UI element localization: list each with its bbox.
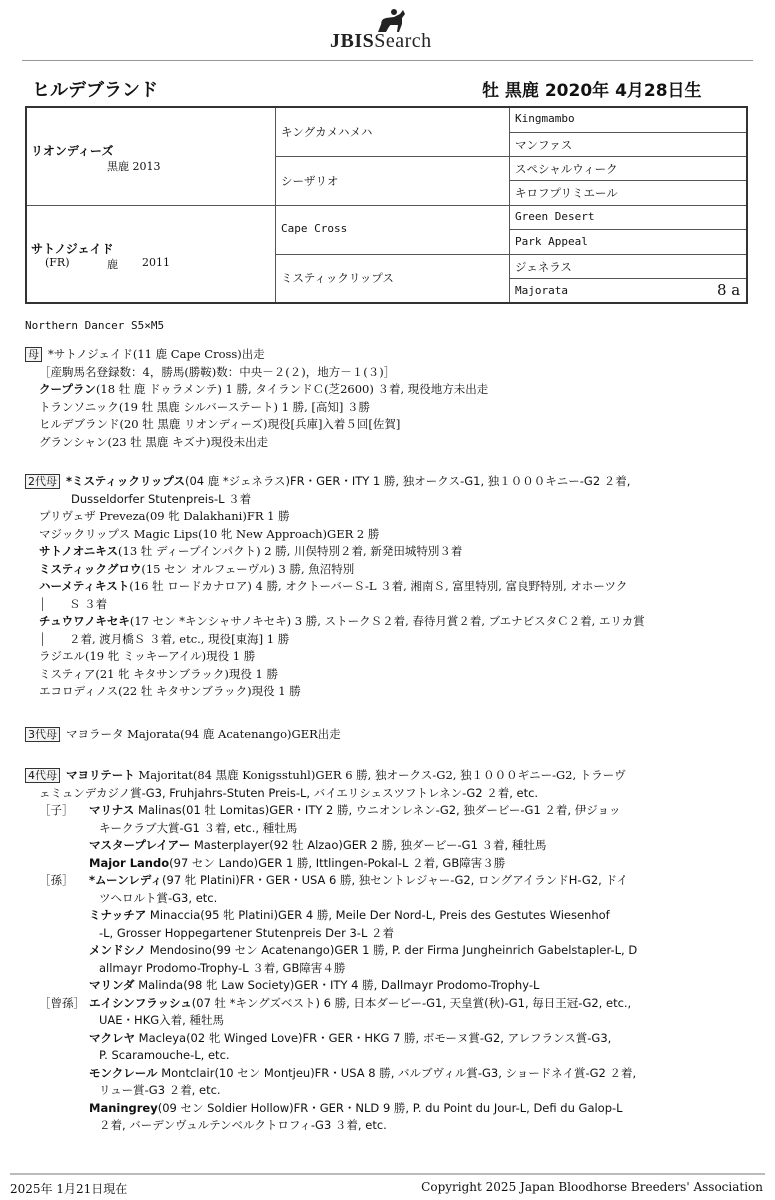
progeny-detail: (13 牡 ディープインパクト) 2 勝, 川俣特別２着, 新発田城特別３着 (118, 544, 463, 558)
footer-rule (10, 1173, 765, 1175)
sire-dam[interactable]: シーザリオ (281, 174, 339, 188)
section-tag: 4代母 (25, 768, 60, 783)
logo-sub: Search (374, 30, 432, 52)
gen3-5[interactable]: Green Desert (515, 210, 595, 223)
progeny-name[interactable]: チュウワノキセキ (39, 614, 130, 628)
gen3-3[interactable]: スペシャルウィーク (515, 162, 618, 176)
dam-origin: (FR) (45, 256, 70, 269)
progeny-name[interactable]: エコロディノス (39, 684, 119, 698)
section-tag: 母 (25, 347, 42, 362)
descendant-detail-cont: キークラブ大賞-G1 ３着, etc., 種牡馬 (99, 820, 298, 835)
descendant-detail: Minaccia(95 牝 Platini)GER 4 勝, Meile Der Nord-L, Preis des Gestutes Wiesenhof (146, 908, 610, 922)
progeny-name[interactable]: トランソニック (39, 399, 119, 414)
continuation-bar (39, 596, 53, 614)
descendant-name[interactable]: マクレヤ (89, 1030, 135, 1045)
group-label-grandchildren: ［孫］ (39, 873, 74, 887)
progeny-name[interactable]: マジックリップス Magic Lips (39, 526, 199, 541)
progeny-detail: (16 牡 ロードカナロア) 4 勝, オクトーバーＳ-L ３着, 湘南Ｓ, 富里特別, 富良野特別, オホーツク (129, 579, 628, 593)
descendant-detail-cont: UAE・HKG入着, 種牡馬 (99, 1013, 224, 1027)
descendant-detail: (07 牡 *キングズベスト) 6 勝, 日本ダービー-G1, 天皇賞(秋)-G1, 毎日王冠-G2, etc., (191, 995, 632, 1010)
descendant-detail-cont: -L, Grosser Hoppegartener Stutenpreis Der 3-L ２着 (99, 925, 395, 940)
continuation-bar (39, 631, 53, 649)
second-dam-section (25, 473, 645, 701)
second-dam-detail-cont: Dusseldorfer Stutenpreis-L ３着 (71, 491, 252, 506)
descendant-name[interactable]: エイシンフラッシュ (89, 995, 192, 1010)
dam-dam[interactable]: ミスティックリップス (281, 271, 394, 285)
dam-sire[interactable]: Cape Cross (281, 222, 348, 235)
footer-date: 2025年 1月21日現在 (10, 1182, 128, 1196)
fourth-dam-detail: Majoritat(84 黒鹿 Konigsstuhl)GER 6 勝, 独オークス-G2, 独１０００ギニー-G2, トラーヴ (134, 768, 626, 782)
descendant-detail: Masterplayer(92 牡 Alzao)GER 2 勝, 独ダービー-G1 ３着, 種牡馬 (190, 838, 547, 852)
descendant-name[interactable]: Major Lando (89, 855, 170, 870)
descendant-detail: Malinda(98 牝 Law Society)GER・ITY 4 勝, Dallmayr Prodomo-Trophy-L (134, 978, 540, 992)
gen3-7[interactable]: ジェネラス (515, 260, 572, 274)
pedigree-table (25, 106, 748, 304)
progeny-name[interactable]: ミスティックグロウ (39, 561, 142, 576)
family-number: 8 a (717, 281, 741, 299)
descendant-detail: (97 セン Lando)GER 1 勝, Ittlingen-Pokal-L ２着, GB障害３勝 (169, 855, 506, 870)
second-dam-name[interactable]: *ミスティックリップス (66, 474, 185, 488)
descendant-detail: Macleya(02 牝 Winged Love)FR・GER・HKG 7 勝, ボモーヌ賞-G2, アレフランス賞-G3, (135, 1030, 612, 1045)
third-dam-section (25, 726, 341, 744)
header-rule (22, 60, 753, 61)
progeny-detail: (22 牡 キタサンブラック)現役 1 勝 (118, 684, 301, 698)
fourth-dam-detail-cont: ェミュンデカジノ賞-G3, Fruhjahrs-Stuten Preis-L, バイエリシェスツフトレネン-G2 ２着, etc. (39, 785, 539, 800)
progeny-detail: (18 牡 鹿 ドゥラメンテ) 1 勝, タイランドＣ(芝2600) ３着, 現役地方未出走 (95, 382, 489, 396)
progeny-detail: (17 セン *キンシャサノキセキ) 3 勝, ストークＳ２着, 春待月賞２着, ブエナビスタＣ２着, エリカ賞 (129, 614, 645, 628)
descendant-name[interactable]: マスタープレイアー (89, 838, 191, 852)
descendant-name[interactable]: メンドシノ (89, 943, 147, 957)
descendant-name[interactable]: モンクレール (89, 1065, 158, 1080)
descendant-name[interactable]: ミナッチア (89, 908, 147, 922)
footer-copyright: Copyright 2025 Japan Bloodhorse Breeders' Association (421, 1180, 763, 1194)
sire-detail: 黒鹿 2013 (107, 160, 161, 173)
progeny-detail: (19 牝 ミッキーアイル)現役 1 勝 (85, 649, 256, 663)
progeny-detail: (09 牝 Dalakhani)FR 1 勝 (145, 509, 290, 523)
progeny-detail: (15 セン オルフェーヴル) 3 勝, 魚沼特別 (141, 561, 355, 576)
sire-sire[interactable]: キングカメハメハ (281, 125, 373, 139)
progeny-detail-cont: Ｓ ３着 (69, 596, 108, 611)
descendant-name[interactable]: Maningrey (89, 1100, 158, 1115)
dam-stats: ［産駒馬名登録数：4，勝馬(勝鞍)数：中央－２(２)，地方－１(３)］ (39, 364, 396, 379)
inbreeding-note: Northern Dancer S5×M5 (25, 319, 165, 332)
progeny-name[interactable]: プリヴェザ Preveza (39, 509, 146, 523)
progeny-name[interactable]: クープラン (39, 382, 96, 396)
progeny-name[interactable]: ハーメティキスト (39, 579, 130, 593)
dam-color: 鹿 (107, 258, 118, 271)
fourth-dam-name[interactable]: マヨリテート (66, 768, 135, 782)
descendant-detail: Malinas(01 牡 Lomitas)GER・ITY 2 勝, ウニオンレネン-G2, 独ダービー-G1 ２着, 伊ジョッ (134, 803, 621, 817)
progeny-name[interactable]: ヒルデブランド (39, 417, 120, 431)
gen3-1[interactable]: Kingmambo (515, 112, 575, 125)
gen3-2[interactable]: マンファス (515, 138, 573, 152)
progeny-name[interactable]: グランシャン (39, 434, 108, 449)
progeny-detail: (23 牡 黒鹿 キズナ)現役未出走 (107, 434, 269, 449)
group-label-children: ［子］ (39, 803, 74, 817)
sire-name[interactable]: リオンディーズ (31, 144, 114, 158)
progeny-name[interactable]: ラジエル (39, 649, 85, 663)
descendant-detail: Montclair(10 セン Montjeu)FR・USA 8 勝, バルブヴィル賞-G3, ショードネイ賞-G2 ２着, (157, 1065, 637, 1080)
progeny-name[interactable]: サトノオニキス (39, 544, 119, 558)
progeny-detail: (20 牡 黒鹿 リオンディーズ)現役[兵庫]入着５回[佐賀] (119, 417, 401, 431)
logo-main: JBIS (330, 30, 375, 52)
horse-name: ヒルデブランド (32, 80, 158, 101)
group-label-great-grandchildren: ［曾孫］ (39, 995, 85, 1010)
progeny-detail-cont: ２着, 渡月橋Ｓ ３着, etc., 現役[東海] 1 勝 (69, 631, 290, 646)
section-tag: 3代母 (25, 727, 60, 742)
descendant-detail: Mendosino(99 セン Acatenango)GER 1 勝, P. der Firma Jungheinrich Gabelstapler-L, D (146, 943, 638, 957)
dam-name[interactable]: サトノジェイド (31, 242, 114, 256)
jbis-logo[interactable] (330, 8, 470, 52)
descendant-name[interactable]: マリナス (89, 803, 135, 817)
descendant-name[interactable]: *ムーンレディ (89, 873, 163, 887)
dam-line: *サトノジェイド(11 鹿 Cape Cross)出走 (48, 347, 265, 361)
descendant-detail-cont: allmayr Prodomo-Trophy-L ３着, GB障害４勝 (99, 960, 346, 975)
gen3-4[interactable]: キロフプリミエール (515, 186, 618, 200)
descendant-detail-cont: ２着, バーデンヴュルテンベルクトロフィ-G3 ３着, etc. (99, 1118, 387, 1132)
dam-year: 2011 (142, 256, 170, 269)
section-tag: 2代母 (25, 474, 60, 489)
descendant-detail: (09 セン Soldier Hollow)FR・GER・NLD 9 勝, P. du Point du Jour-L, Defi du Galop-L (157, 1100, 623, 1115)
descendant-detail: (97 牝 Platini)FR・GER・USA 6 勝, 独セントレジャー-G2, ロングアイランドH-G2, ドイ (162, 873, 628, 887)
fourth-dam-section (25, 767, 637, 1135)
descendant-detail-cont: リュー賞-G3 ２着, etc. (99, 1083, 221, 1097)
descendant-name[interactable]: マリンダ (89, 978, 135, 992)
progeny-detail: (19 牡 黒鹿 シルバーステート) 1 勝, [高知] ３勝 (118, 399, 371, 414)
horse-info: 牡 黒鹿 2020年 4月28日生 (482, 81, 702, 101)
gen3-8[interactable]: Majorata (515, 284, 568, 297)
third-dam-detail: マヨラータ Majorata(94 鹿 Acatenango)GER出走 (66, 727, 341, 741)
second-dam-detail: (04 鹿 *ジェネラス)FR・GER・ITY 1 勝, 独オークス-G1, 独１０００キニー-G2 ２着, (184, 474, 631, 488)
progeny-name[interactable]: ミスティア (39, 666, 96, 681)
gen3-6[interactable]: Park Appeal (515, 235, 588, 248)
descendant-detail-cont: P. Scaramouche-L, etc. (99, 1048, 230, 1062)
descendant-detail-cont: ツヘロルト賞-G3, etc. (99, 890, 218, 905)
progeny-detail: (10 牝 New Approach)GER 2 勝 (198, 526, 380, 541)
dam-section (25, 346, 488, 451)
progeny-detail: (21 牝 キタサンブラック)現役 1 勝 (95, 666, 278, 681)
